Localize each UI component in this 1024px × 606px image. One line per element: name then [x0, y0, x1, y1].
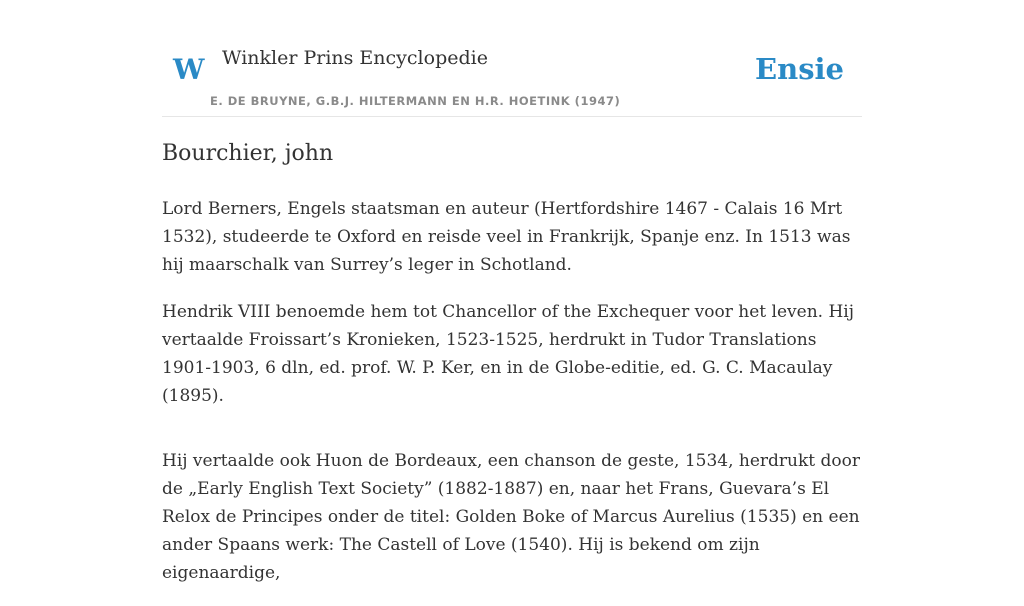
- ensie-brand-link[interactable]: Ensie: [755, 52, 844, 86]
- article-paragraph: Hendrik VIII benoemde hem tot Chancellor of the Exchequer voor het leven. Hij vertaalde Froissart’s Kronieken, 1523-1525, herdrukt in Tudor Translations 1901-1903, 6 dln, ed. prof. W. P. Ker, en in de Globe-editie, ed. G. C. Macaulay (1895).: [162, 302, 854, 406]
- winkler-prins-logo[interactable]: W: [173, 53, 205, 86]
- article: [162, 137, 862, 606]
- encyclopedia-authors: E. DE BRUYNE, G.B.J. HILTERMANN EN H.R. HOETINK (1947): [210, 94, 621, 108]
- site-header: [162, 0, 862, 117]
- encyclopedia-title[interactable]: Winkler Prins Encyclopedie: [222, 47, 488, 69]
- article-paragraph: Lord Berners, Engels staatsman en auteur (Hertfordshire 1467 - Calais 16 Mrt 1532), studeerde te Oxford en reisde veel in Frankrijk, Spanje enz. In 1513 was hij maarschalk van Surrey’s leger in Schotland.: [162, 199, 851, 275]
- article-title: Bourchier, john: [162, 141, 334, 166]
- article-paragraph: Hij vertaalde ook Huon de Bordeaux, een chanson de geste, 1534, herdrukt door de „Early English Text Society” (1882-1887) en, naar het Frans, Guevara’s El Relox de Principes onder de titel: Golden Boke of Marcus Aurelius (1535) en een ander Spaans werk: The Castell of Love (1540). Hij is bekend om zijn eigenaardige,: [162, 451, 861, 583]
